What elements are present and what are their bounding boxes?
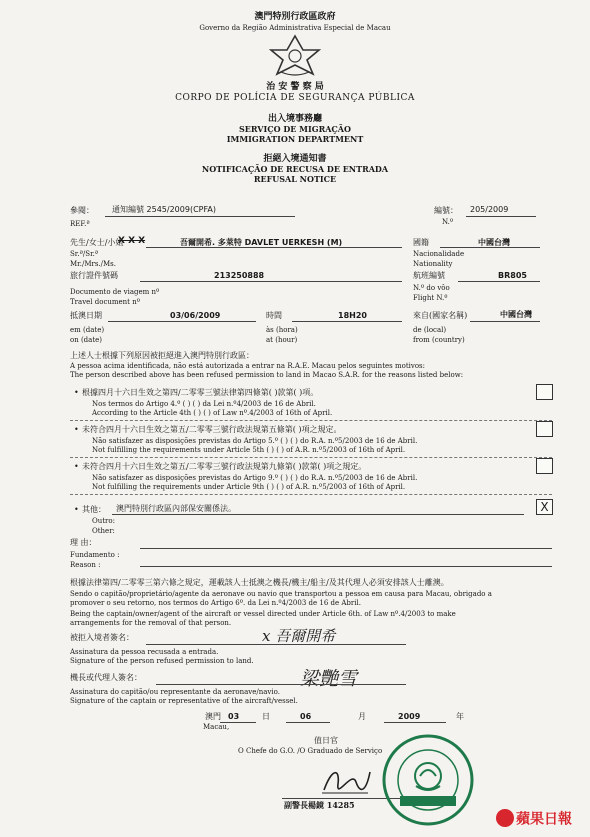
nat-label-en: Nationality <box>413 260 453 268</box>
no-label-zh: 編號： <box>434 206 458 215</box>
name-label-en: Mr./Mrs./Ms. <box>70 260 117 268</box>
reason-1-zh: 根據四月十六日生效之第四/二零零三號法律第四條第( )款第( )項。 <box>82 388 319 397</box>
obligation-pt-2: promover o seu retorno, nos termos do Artigo 6º. da Lei n.º4/2003 de 16 de Abril. <box>70 599 361 607</box>
flight-label-pt: N.º do vôo <box>413 284 450 292</box>
notice-title-zh: 拒絕入境通知書 <box>263 154 327 164</box>
reason-2-checkbox[interactable] <box>536 421 553 437</box>
obligation-en-1: Being the captain/owner/agent of the aircraft or vessel directed under Article 6th. of Law nº.4/2003 to make <box>70 610 456 618</box>
refused-sig-label-zh: 被拒入境者簽名： <box>70 633 134 642</box>
reason-2-zh: 未符合四月十六日生效之第五/二零零三號行政法規第五條第( )項之規定。 <box>82 425 342 434</box>
from-value: 中國台灣 <box>500 310 532 319</box>
from-label-zh: 來自(國家名稱) <box>413 311 468 320</box>
ref-label-pt: REF.ª <box>70 220 90 228</box>
time-label-en: at (hour) <box>266 336 298 344</box>
newspaper-watermark-logo <box>496 808 586 832</box>
reason-bullet: • <box>74 462 79 471</box>
notice-title-en: REFUSAL NOTICE <box>253 174 337 184</box>
reason-4-pt: Outro: <box>92 517 115 525</box>
dateline-place-pt: Macau, <box>203 723 230 731</box>
obligation-zh: 根據法律第四/二零零三第六條之規定，運載該人士抵澳之機長/機主/船主/及其代理人必須安排該人士離澳。 <box>70 578 449 587</box>
grounds-label-en: Reason : <box>70 561 101 569</box>
police-seal-stamp <box>380 732 476 828</box>
watermark-text: 蘋果日報 <box>516 811 572 828</box>
grounds-label-pt: Fundamento : <box>70 551 120 559</box>
reason-3-zh: 未符合四月十六日生效之第五/二零零三號行政法規第九條第( )款第( )項之規定。 <box>82 462 367 471</box>
time-value: 18H20 <box>338 311 367 320</box>
nat-value: 中國台灣 <box>478 238 510 247</box>
captain-signature: 梁艷雪 <box>300 668 358 690</box>
captain-sig-label-en: Signature of the captain or representative of the aircraft/vessel. <box>70 697 298 705</box>
nat-label-zh: 國籍 <box>413 238 429 247</box>
corps-name-pt: CORPO DE POLÍCIA DE SEGURANÇA PÚBLICA <box>175 93 415 103</box>
dateline-day: 03 <box>228 712 240 721</box>
refused-sig-label-en: Signature of the person refused permission to land. <box>70 657 254 665</box>
captain-sig-label-pt: Assinatura do capitão/ou representante da aeronave/navio. <box>70 688 280 696</box>
date-value: 03/06/2009 <box>170 311 221 320</box>
dateline-month-label: 月 <box>358 712 366 721</box>
flight-label-zh: 航班編號 <box>413 271 445 280</box>
intro-pt: A pessoa acima identificada, não está autorizada a entrar na R.A.E. Macau pelos seguintes motivos: <box>70 362 425 370</box>
doc-label-zh: 旅行證件號碼 <box>70 271 118 280</box>
date-label-zh: 抵澳日期 <box>70 311 102 320</box>
dateline-year: 2009 <box>398 712 421 721</box>
time-label-zh: 時間 <box>266 311 282 320</box>
reason-1-pt: Nos termos do Artigo 4.º ( ) ( ) da Lei n.º4/2003 de 16 de Abril. <box>92 400 316 408</box>
ref-label-zh: 參閱： <box>70 206 94 215</box>
reason-3-pt: Não satisfazer as disposições previstas do Artigo 9.º ( ) ( ) do R.A. n.º5/2003 de 16 de Abril. <box>92 474 418 482</box>
reason-4-value: 澳門特別行政區內部保安關係法。 <box>116 504 236 513</box>
intro-en: The person described above has been refused permission to land in Macao S.A.R. for the reasons listed below: <box>70 371 464 379</box>
name-label-pt: Sr.ª/Sr.ª <box>70 250 99 258</box>
no-label-pt: N.º <box>442 218 454 226</box>
doc-label-en: Travel document nº <box>70 298 140 306</box>
obligation-pt-1: Sendo o capitão/proprietário/agente da aeronave ou navio que transportou a pessoa em causa para Macau, obrigado a <box>70 590 492 598</box>
reason-1-checkbox[interactable] <box>536 384 553 400</box>
doc-label-pt: Documento de viagem nº <box>70 288 160 296</box>
notice-title-pt: NOTIFICAÇÃO DE RECUSA DE ENTRADA <box>201 164 389 174</box>
doc-value: 213250888 <box>214 271 265 280</box>
captain-sig-label-zh: 機長或代理人簽名： <box>70 673 142 682</box>
date-label-pt: em (date) <box>70 326 105 334</box>
dept-name-pt: SERVIÇO DE MIGRAÇÃO <box>239 124 351 134</box>
reason-2-pt: Não satisfazer as disposições previstas do Artigo 5.º ( ) ( ) do R.A. n.º5/2003 de 16 de Abril. <box>92 437 418 445</box>
reason-4-zh: 其他： <box>82 505 106 514</box>
ref-value: 通知編號 2545/2009(CPFA) <box>112 205 216 214</box>
dateline-month: 06 <box>300 712 312 721</box>
gov-name-pt: Governo da Região Administrativa Especial de Macau <box>199 24 391 32</box>
corps-name-zh: 治 安 警 察 局 <box>266 82 324 92</box>
nat-label-pt: Nacionalidade <box>413 250 465 258</box>
dept-name-zh: 出入境事務廳 <box>267 114 322 124</box>
reason-bullet: • <box>74 388 79 397</box>
officer-title-pt: O Chefe do G.O. /O Graduado de Serviço <box>238 747 383 755</box>
dept-name-en: IMMIGRATION DEPARTMENT <box>226 134 364 144</box>
name-prefix-struck: X X X <box>118 236 146 246</box>
obligation-en-2: arrangements for the removal of that person. <box>70 619 232 627</box>
dateline-place-zh: 澳門 <box>205 712 221 721</box>
flight-value: BR805 <box>498 271 527 280</box>
reason-4-checkbox[interactable]: X <box>536 499 553 515</box>
reason-3-en: Not fulfilling the requirements under Article 9th ( ) ( ) of A.R. n.º5/2003 of 16th of April. <box>92 483 406 491</box>
dateline-day-label: 日 <box>262 712 270 721</box>
reason-2-en: Not fulfilling the requirements under Article 5th ( ) ( ) of A.R. n.º5/2003 of 16th of April. <box>92 446 406 454</box>
refused-signature: x 吾爾開希 <box>262 627 336 645</box>
reason-1-en: According to the Article 4th ( ) ( ) of Law nº.4/2003 of 16th of April. <box>92 409 333 417</box>
reason-4-en: Other: <box>92 527 115 535</box>
dateline-year-label: 年 <box>456 712 464 721</box>
officer-caption: 副警長楊鏡 14285 <box>284 800 355 810</box>
name-value: 吾爾開希. 多萊特 DAVLET UERKESH (M) <box>180 238 343 247</box>
intro-zh: 上述人士根據下列原因被拒絕進入澳門特別行政區： <box>70 351 254 360</box>
officer-signature <box>318 762 374 798</box>
date-label-en: on (date) <box>70 336 103 344</box>
flight-label-en: Flight N.º <box>413 294 448 302</box>
from-label-en: from (country) <box>413 336 465 344</box>
grounds-label-zh: 理 由： <box>70 538 97 547</box>
from-label-pt: de (local) <box>413 326 447 334</box>
reason-3-checkbox[interactable] <box>536 458 553 474</box>
emblem-icon <box>267 34 323 78</box>
name-label-zh: 先生/女士/小姐 <box>70 238 124 247</box>
time-label-pt: às (hora) <box>266 326 298 334</box>
reason-bullet: • <box>74 505 79 514</box>
gov-name-zh: 澳門特別行政區政府 <box>254 12 336 22</box>
reason-bullet: • <box>74 425 79 434</box>
refused-sig-label-pt: Assinatura da pessoa recusada a entrada. <box>70 648 219 656</box>
officer-title-zh: 值日官 <box>314 736 338 745</box>
no-value: 205/2009 <box>470 205 509 214</box>
